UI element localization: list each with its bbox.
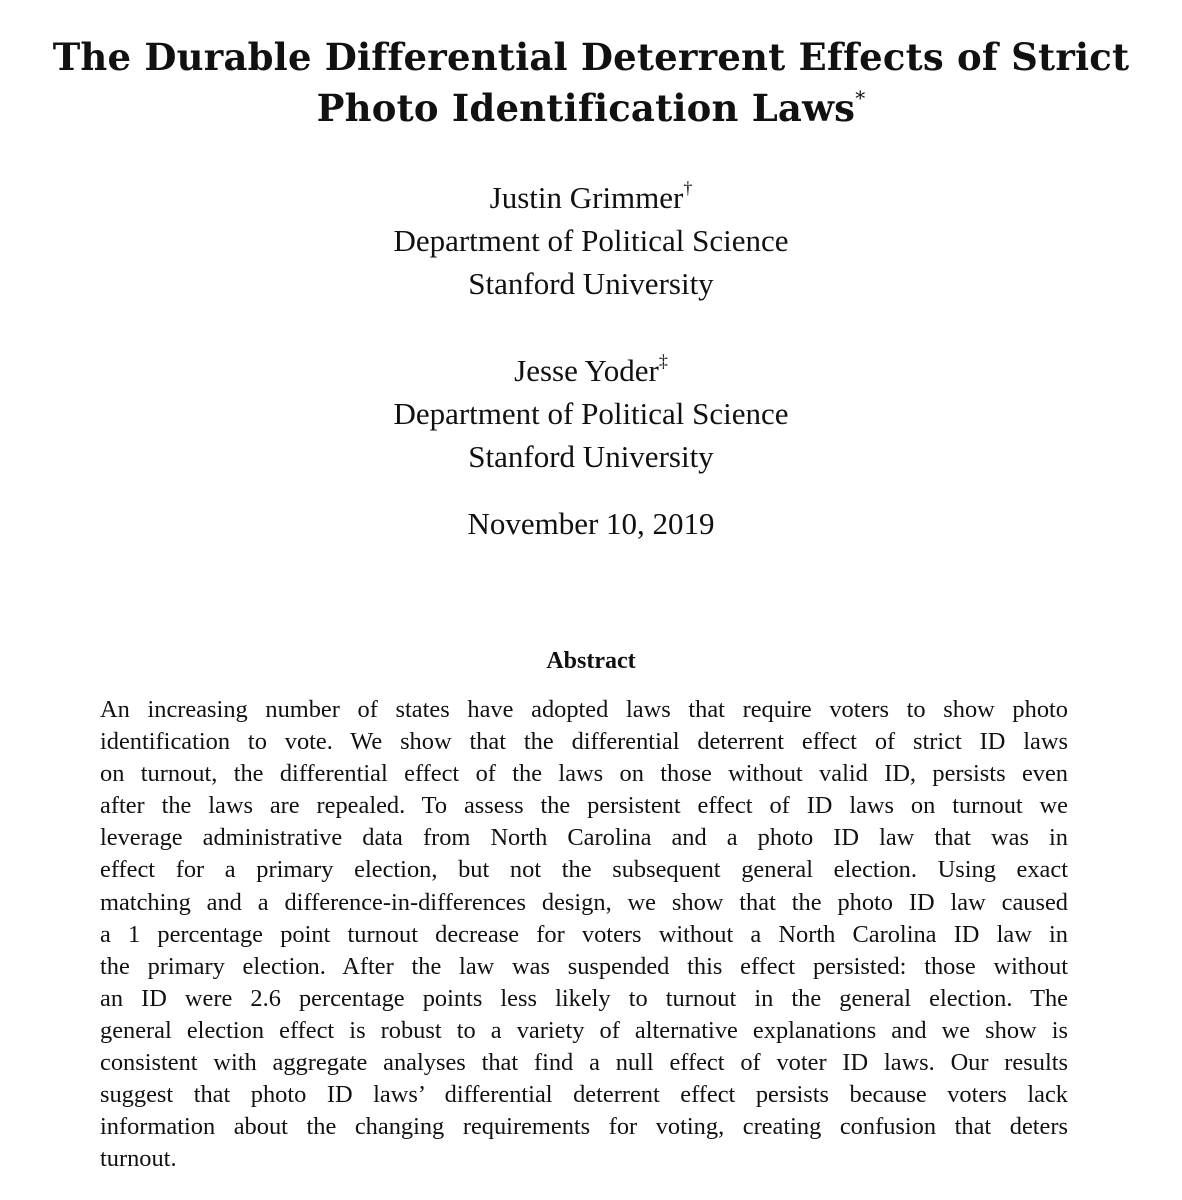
abstract-line: identification to vote. We show that the differential deterrent effect of strict ID laws	[100, 728, 1068, 756]
abstract-line: an ID were 2.6 percentage points less likely to turnout in the general election. The	[100, 984, 1068, 1012]
author-department: Department of Political Science	[393, 223, 789, 258]
title-line-2: Photo Identification Laws	[316, 86, 856, 130]
author-block-1	[0, 176, 1182, 305]
abstract-line: the primary election. After the law was suspended this effect persisted: those without	[100, 952, 1068, 980]
title-line-1: The Durable Differential Deterrent Effects of Strict	[52, 35, 1130, 79]
title-footnote-mark: *	[855, 86, 866, 110]
abstract-line: turnout.	[100, 1145, 177, 1173]
author-university: Stanford University	[468, 439, 714, 474]
abstract-line: An increasing number of states have adopted laws that require voters to show photo	[100, 696, 1068, 723]
author-university: Stanford University	[468, 266, 714, 301]
abstract-line: general election effect is robust to a variety of alternative explanations and we show is	[100, 1016, 1068, 1044]
abstract-line: effect for a primary election, but not the subsequent general election. Using exact	[100, 856, 1068, 884]
paper-date: November 10, 2019	[467, 506, 715, 541]
abstract-body	[100, 694, 1068, 1175]
author-department: Department of Political Science	[393, 396, 789, 431]
author-footnote-mark: ‡	[658, 351, 668, 371]
paper-title	[0, 32, 1182, 134]
abstract-line: information about the changing requirements for voting, creating confusion that deters	[100, 1113, 1068, 1141]
abstract-line: on turnout, the differential effect of the laws on those without valid ID, persists even	[100, 760, 1068, 788]
abstract-line: after the laws are repealed. To assess the persistent effect of ID laws on turnout we	[100, 792, 1068, 820]
author-name: Justin Grimmer	[489, 180, 684, 215]
abstract-line: matching and a difference-in-differences design, we show that the photo ID law caused	[100, 888, 1068, 916]
abstract-line: consistent with aggregate analyses that find a null effect of voter ID laws. Our results	[100, 1049, 1068, 1077]
author-block-2	[0, 349, 1182, 478]
abstract-line: leverage administrative data from North Carolina and a photo ID law that was in	[100, 824, 1068, 852]
author-name: Jesse Yoder	[514, 353, 659, 388]
abstract-line: a 1 percentage point turnout decrease for voters without a North Carolina ID law in	[100, 920, 1068, 948]
abstract-heading: Abstract	[546, 648, 636, 674]
author-footnote-mark: †	[683, 178, 693, 198]
abstract-line: suggest that photo ID laws’ differential deterrent effect persists because voters lack	[100, 1081, 1068, 1109]
